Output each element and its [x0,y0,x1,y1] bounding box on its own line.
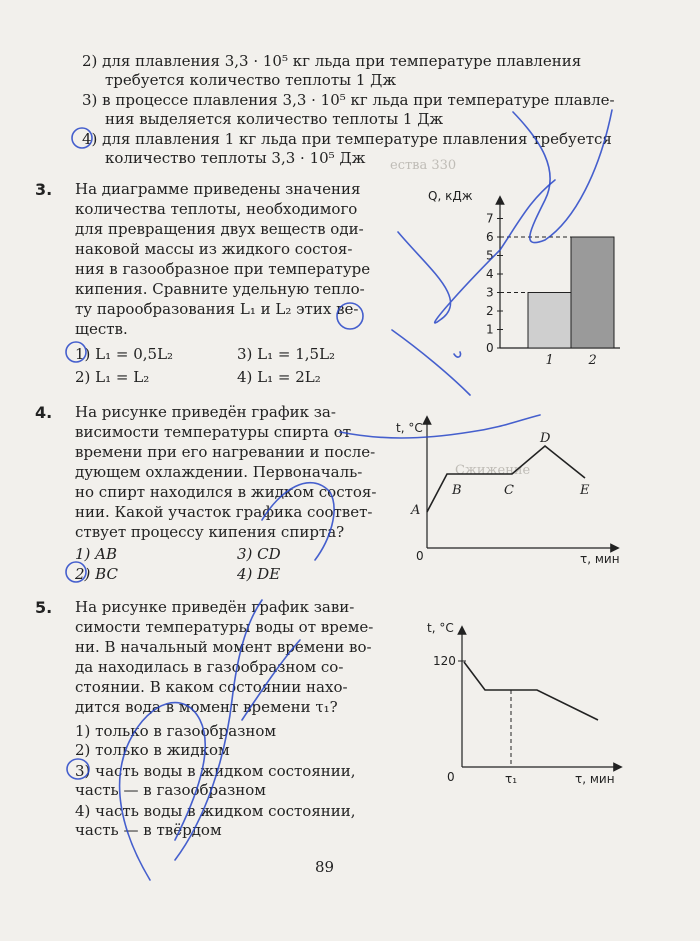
q4-line: На рисунке приведён график за- [75,403,336,421]
q5-option-3[interactable]: 3) часть воды в жидком состоянии, [75,762,356,780]
bar-1 [528,293,571,349]
y-tick-label: 7 [486,211,494,226]
bleed-through-text: ества 330 [390,158,457,173]
top-line-3: 3) в процессе плавления 3,3 · 10⁵ кг льда при температуре плавле- [82,91,615,109]
point-e-label: E [580,483,590,498]
q3-option-3[interactable]: 3) L₁ = 1,5L₂ [237,345,336,363]
q4-line: дующем охлаждении. Первоначаль- [75,463,363,481]
q4-line: но спирт находился в жидком состоя- [75,483,377,501]
question-5-number: 5. [35,598,53,617]
y-tick-120: 120 [433,654,456,668]
q3-line: На диаграмме приведены значения [75,180,361,198]
q4-line: ствует процессу кипения спирта? [75,523,345,541]
y-tick-label: 1 [486,322,494,337]
graph-line [427,446,585,512]
question-4-number: 4. [35,403,53,422]
temperature-graph-alcohol [396,420,620,566]
point-d-label: D [540,431,551,446]
y-tick-label: 5 [486,248,494,263]
bleed-through-text: Сжижение [455,463,531,478]
point-a-label: A [411,503,421,518]
q4-option-2[interactable]: 2) BC [75,565,118,583]
q5-option-4-cont: часть — в твёрдом [75,821,222,839]
category-label: 1 [545,353,554,368]
q5-line: дится вода в момент времени τ₁? [75,698,338,716]
q5-line: стоянии. В каком состоянии нахо- [75,678,348,696]
q5-line: На рисунке приведён график зави- [75,598,355,616]
bar-2 [571,237,614,348]
q4-option-4[interactable]: 4) DE [237,565,281,583]
y-tick-label: 4 [486,267,494,281]
q5-line: ни. В начальный момент времени во- [75,638,372,656]
y-tick-label: 0 [486,341,494,355]
q5-line: да находилась в газообразном со- [75,658,344,676]
handwriting-marks [66,110,612,880]
top-line-4: ния выделяется количество теплоты 1 Дж [105,110,444,128]
origin-label: 0 [416,549,424,563]
temperature-graph-water [427,621,618,786]
q3-line: ту парообразования L₁ и L₂ этих ве- [75,300,359,318]
x-axis-label: τ, мин [575,772,615,786]
category-label: 2 [588,353,597,368]
y-tick-label: 2 [486,304,494,318]
top-line-1: 2) для плавления 3,3 · 10⁵ кг льда при температуре плавления [82,52,582,70]
q4-line: висимости температуры спирта от [75,423,352,441]
origin-label: 0 [447,770,455,784]
q3-line: наковой массы из жидкого состоя- [75,240,353,258]
top-line-5: 4) для плавления 1 кг льда при температуре плавления требуется [82,130,612,148]
x-tick-tau1: τ₁ [505,772,518,786]
graph-line [464,662,598,720]
y-axis-label: Q, кДж [428,189,473,203]
top-line-2: требуется количество теплоты 1 Дж [105,71,397,89]
q4-line: времени при его нагревании и после- [75,443,376,461]
q3-line: ния в газообразное при температуре [75,260,371,278]
point-c-label: C [504,483,514,498]
bar-chart [428,189,620,368]
question-3-number: 3. [35,180,53,199]
q3-line: для превращения двух веществ оди- [75,220,364,238]
y-axis-label: t, °C [396,421,423,435]
q5-option-2[interactable]: 2) только в жидком [75,741,230,759]
q5-option-4[interactable]: 4) часть воды в жидком состоянии, [75,802,356,820]
q3-option-4[interactable]: 4) L₁ = 2L₂ [237,368,321,386]
q5-line: симости температуры воды от време- [75,618,374,636]
page-number: 89 [315,858,335,876]
y-axis-label: t, °C [427,621,454,635]
q5-option-3-cont: часть — в газообразном [75,781,266,799]
top-line-6: количество теплоты 3,3 · 10⁵ Дж [105,149,366,167]
y-tick-label: 3 [486,285,494,300]
q4-option-3[interactable]: 3) CD [237,545,281,563]
q4-line: нии. Какой участок графика соответ- [75,503,373,521]
x-axis-label: τ, мин [580,552,620,566]
point-b-label: B [452,483,462,498]
y-tick-label: 6 [486,230,494,244]
q4-option-1[interactable]: 1) AB [75,545,118,563]
q5-option-1[interactable]: 1) только в газообразном [75,722,277,740]
q3-line: количества теплоты, необходимого [75,200,358,218]
q3-option-2[interactable]: 2) L₁ = L₂ [75,368,150,386]
q3-line: кипения. Сравните удельную тепло- [75,280,365,298]
q3-line: ществ. [75,320,128,338]
q3-option-1[interactable]: 1) L₁ = 0,5L₂ [75,345,174,363]
